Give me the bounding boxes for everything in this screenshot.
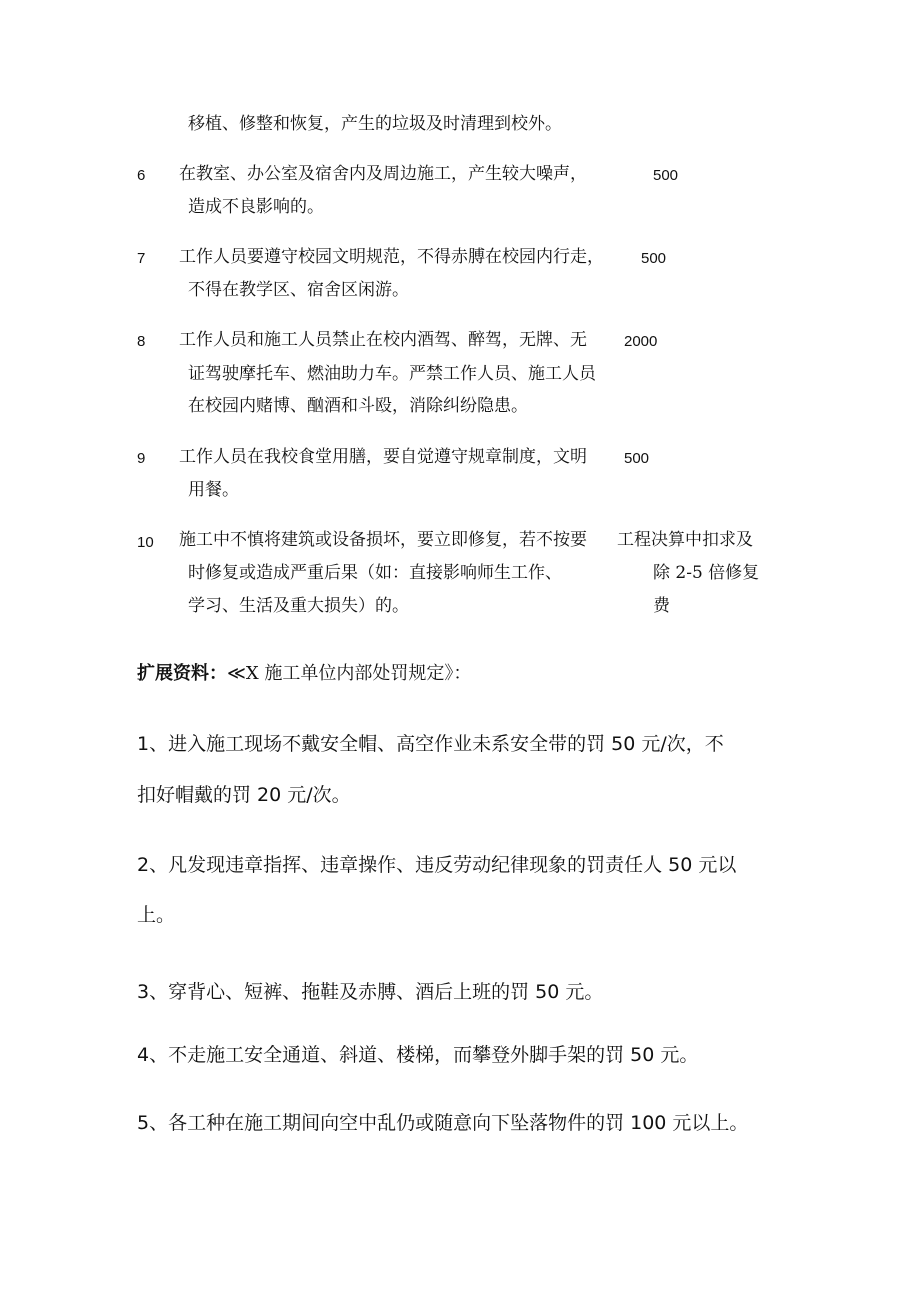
rule-line: 3、穿背心、短裤、拖鞋及赤膊、酒后上班的罚 50 元。 — [137, 981, 604, 1003]
rule-line: 扣好帽戴的罚 20 元/次。 — [137, 784, 351, 806]
row-number: 6 — [137, 167, 146, 184]
rule-line: 1、进入施工现场不戴安全帽、高空作业未系安全带的罚 50 元/次，不 — [137, 733, 724, 755]
extended-heading-label: 扩展资料： — [137, 663, 227, 684]
row-5-continuation: 移植、修整和恢复，产生的垃圾及时清理到校外。 — [188, 114, 562, 134]
row-description-line: 在校园内赌博、酗酒和斗殴，消除纠纷隐患。 — [188, 396, 528, 416]
row-description-line: 时修复或造成严重后果（如：直接影响师生工作、 — [188, 563, 562, 583]
row-number: 9 — [137, 450, 146, 467]
row-penalty-amount: 费 — [653, 596, 670, 616]
row-number: 10 — [137, 534, 154, 551]
row-description-line: 在教室、办公室及宿舍内及周边施工，产生较大噪声， — [179, 164, 587, 184]
row-penalty-amount: 2000 — [624, 333, 658, 350]
extended-heading — [137, 665, 471, 683]
row-description-line: 造成不良影响的。 — [188, 197, 324, 217]
row-description-line: 工作人员要遵守校园文明规范，不得赤膊在校园内行走， — [179, 247, 604, 267]
rule-line: 4、不走施工安全通道、斜道、楼梯，而攀登外脚手架的罚 50 元。 — [137, 1044, 699, 1066]
row-penalty-amount: 工程决算中扣求及 — [617, 530, 753, 550]
row-description-line: 施工中不慎将建筑或设备损坏，要立即修复，若不按要 — [179, 530, 587, 550]
row-description-line: 不得在教学区、宿舍区闲游。 — [188, 280, 409, 300]
row-number: 8 — [137, 333, 146, 350]
row-description-line: 证驾驶摩托车、燃油助力车。严禁工作人员、施工人员 — [188, 364, 596, 384]
row-number: 7 — [137, 250, 146, 267]
row-penalty-amount: 500 — [624, 450, 650, 467]
rule-line: 上。 — [137, 904, 176, 926]
row-penalty-amount: 除 2-5 倍修复 — [653, 563, 760, 583]
row-description-line: 学习、生活及重大损失）的。 — [188, 596, 409, 616]
row-description-line: 用餐。 — [188, 480, 239, 500]
row-penalty-amount: 500 — [653, 167, 679, 184]
row-description-line: 工作人员在我校食堂用膳，要自觉遵守规章制度，文明 — [179, 447, 587, 467]
extended-heading-title: ≪X 施工单位内部处罚规定》： — [227, 663, 472, 684]
row-description-line: 工作人员和施工人员禁止在校内酒驾、醉驾，无牌、无 — [179, 330, 587, 350]
rule-line: 5、各工种在施工期间向空中乱仍或随意向下坠落物件的罚 100 元以上。 — [137, 1112, 749, 1134]
rule-line: 2、凡发现违章指挥、违章操作、违反劳动纪律现象的罚责任人 50 元以 — [137, 854, 737, 876]
row-penalty-amount: 500 — [641, 250, 667, 267]
